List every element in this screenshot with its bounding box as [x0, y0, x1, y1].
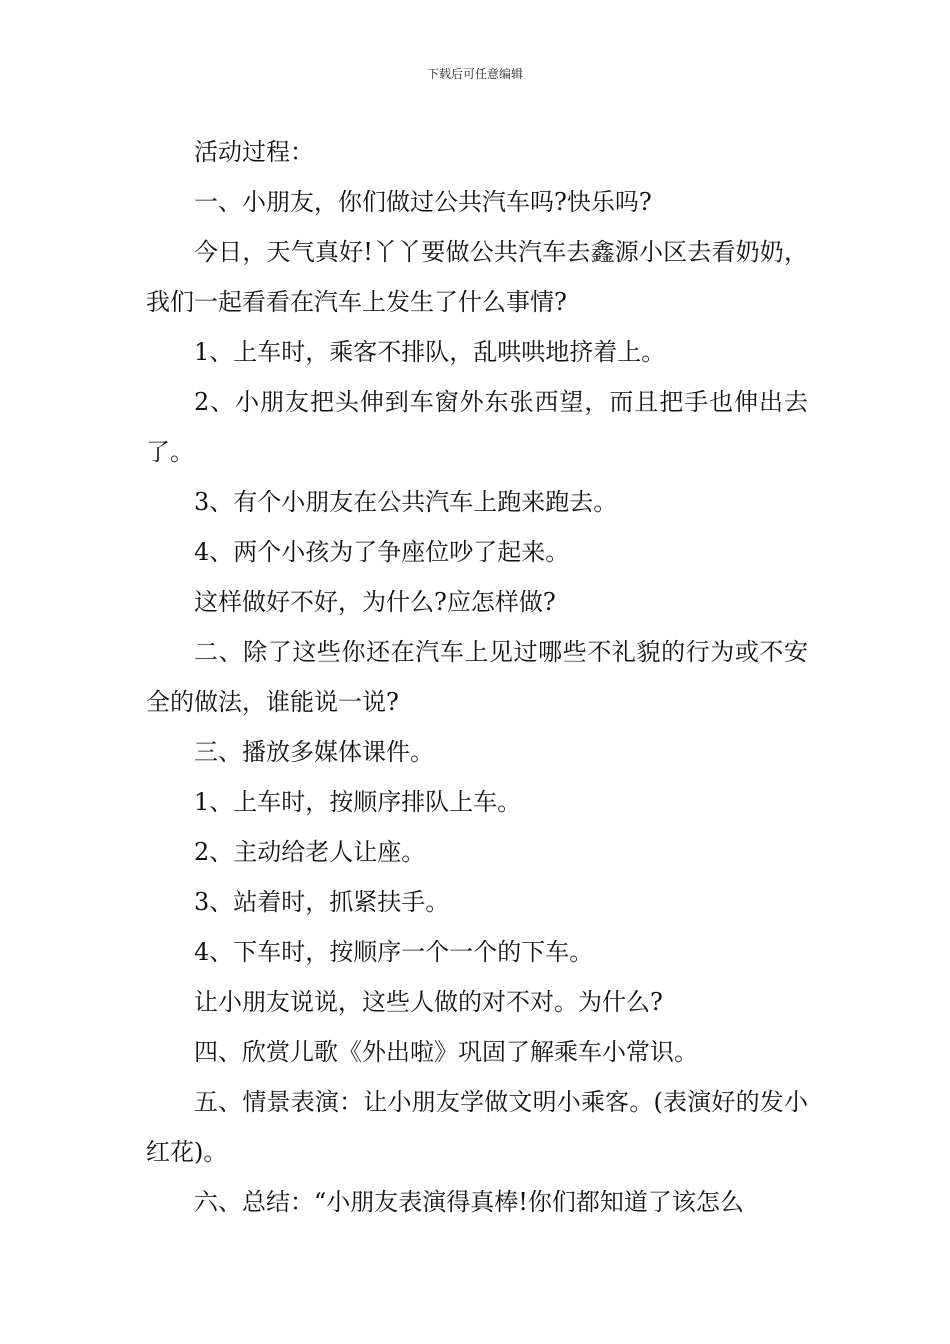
- paragraph-discussion: 让小朋友说说，这些人做的对不对。为什么?: [194, 988, 663, 1016]
- page-header: 下载后可任意编辑: [426, 67, 523, 81]
- paragraph-list-item: 2、主动给老人让座。: [194, 838, 426, 866]
- paragraph-list-item: 3、有个小朋友在公共汽车上跑来跑去。: [194, 488, 618, 516]
- paragraph-list-item: 4、两个小孩为了争座位吵了起来。: [194, 538, 570, 566]
- paragraph-list-item: 3、站着时，抓紧扶手。: [194, 888, 450, 916]
- paragraph-list-item: 4、下车时，按顺序一个一个的下车。: [194, 938, 594, 966]
- paragraph-story-intro: 今日，天气真好!丫丫要做公共汽车去鑫源小区去看奶奶，我们一起看看在汽车上发生了什么事情?: [146, 238, 808, 316]
- paragraph-section-three: 三、播放多媒体课件。: [194, 738, 434, 766]
- paragraph-list-item: 1、上车时，乘客不排队，乱哄哄地挤着上。: [194, 338, 666, 366]
- paragraph-list-item: 2、小朋友把头伸到车窗外东张西望，而且把手也伸出去了。: [146, 388, 808, 466]
- paragraph-list-item: 1、上车时，按顺序排队上车。: [194, 788, 522, 816]
- paragraph-section-four: 四、欣赏儿歌《外出啦》巩固了解乘车小常识。: [194, 1038, 698, 1066]
- paragraph-section-two: 二、除了这些你还在汽车上见过哪些不礼貌的行为或不安全的做法，谁能说一说?: [146, 638, 808, 716]
- paragraph-section-five: 五、情景表演：让小朋友学做文明小乘客。(表演好的发小红花)。: [146, 1088, 808, 1166]
- document-body: [146, 127, 808, 1227]
- paragraph-section-six: 六、总结：“小朋友表演得真棒!你们都知道了该怎么: [194, 1188, 744, 1216]
- paragraph-question: 这样做好不好，为什么?应怎样做?: [194, 588, 556, 616]
- paragraph-activity-process: 活动过程：: [194, 138, 314, 166]
- paragraph-section-one: 一、小朋友，你们做过公共汽车吗?快乐吗?: [194, 188, 652, 216]
